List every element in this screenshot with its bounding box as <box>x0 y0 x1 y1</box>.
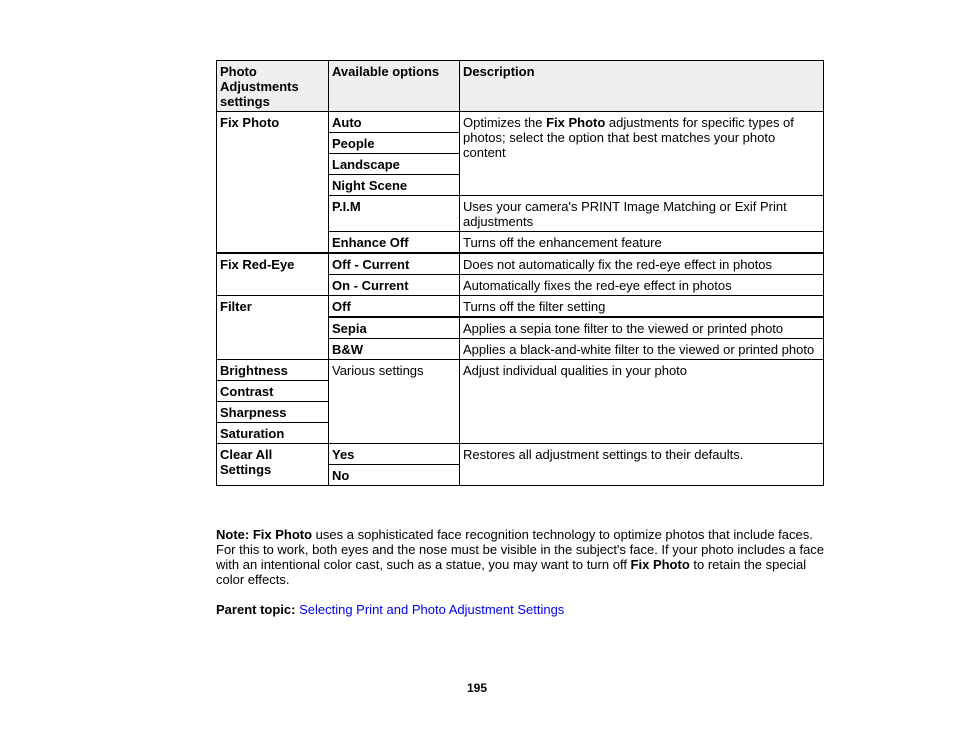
option-cell: Enhance Off <box>329 232 460 254</box>
description-cell: Turns off the filter setting <box>460 296 824 318</box>
description-cell: Uses your camera's PRINT Image Matching or Exif Print adjustments <box>460 196 824 232</box>
description-cell: Applies a black-and-white filter to the viewed or printed photo <box>460 339 824 360</box>
setting-clear-all: Clear All Settings <box>217 444 329 486</box>
option-cell: Off <box>329 296 460 318</box>
option-cell: Landscape <box>329 154 460 175</box>
option-cell: B&W <box>329 339 460 360</box>
description-cell: Optimizes the Fix Photo adjustments for specific types of photos; select the option that best matches your photo content <box>460 112 824 196</box>
table-row <box>217 360 824 381</box>
photo-adjustments-table <box>216 60 824 486</box>
option-cell: People <box>329 133 460 154</box>
table-header-row <box>217 61 824 112</box>
option-cell: Night Scene <box>329 175 460 196</box>
parent-topic-link[interactable]: Selecting Print and Photo Adjustment Settings <box>299 602 565 617</box>
column-header-setting: Photo Adjustments settings <box>217 61 329 112</box>
setting-filter: Filter <box>217 296 329 360</box>
setting-contrast: Contrast <box>217 381 329 402</box>
table-row <box>217 444 824 465</box>
parent-topic-label: Parent topic: <box>216 602 296 617</box>
option-cell: Off - Current <box>329 253 460 275</box>
description-cell: Adjust individual qualities in your photo <box>460 360 824 444</box>
description-cell: Automatically fixes the red-eye effect in photos <box>460 275 824 296</box>
note-paragraph: Note: Fix Photo uses a sophisticated face recognition technology to optimize photos that include faces. For this to work, both eyes and the nose must be visible in the subject's face. If your photo includes a face with an intentional color cast, such as a statue, you may want to turn off Fix Photo to retain the special color effects. <box>216 527 825 587</box>
setting-sharpness: Sharpness <box>217 402 329 423</box>
page-number: 195 <box>466 681 488 695</box>
column-header-options: Available options <box>329 61 460 112</box>
setting-saturation: Saturation <box>217 423 329 444</box>
parent-topic <box>216 602 564 617</box>
option-cell: No <box>329 465 460 486</box>
table-row <box>217 296 824 318</box>
description-cell: Turns off the enhancement feature <box>460 232 824 254</box>
description-cell: Does not automatically fix the red-eye effect in photos <box>460 253 824 275</box>
option-cell: Various settings <box>329 360 460 444</box>
option-cell: P.I.M <box>329 196 460 232</box>
description-cell: Restores all adjustment settings to their defaults. <box>460 444 824 486</box>
option-cell: Auto <box>329 112 460 133</box>
option-cell: Yes <box>329 444 460 465</box>
column-header-description: Description <box>460 61 824 112</box>
setting-fix-red-eye: Fix Red-Eye <box>217 253 329 296</box>
note-label: Note: <box>216 527 250 542</box>
option-cell: On - Current <box>329 275 460 296</box>
option-cell: Sepia <box>329 317 460 339</box>
description-cell: Applies a sepia tone filter to the viewed or printed photo <box>460 317 824 339</box>
table-row <box>217 112 824 133</box>
setting-brightness: Brightness <box>217 360 329 381</box>
setting-fix-photo: Fix Photo <box>217 112 329 254</box>
table-row <box>217 253 824 275</box>
